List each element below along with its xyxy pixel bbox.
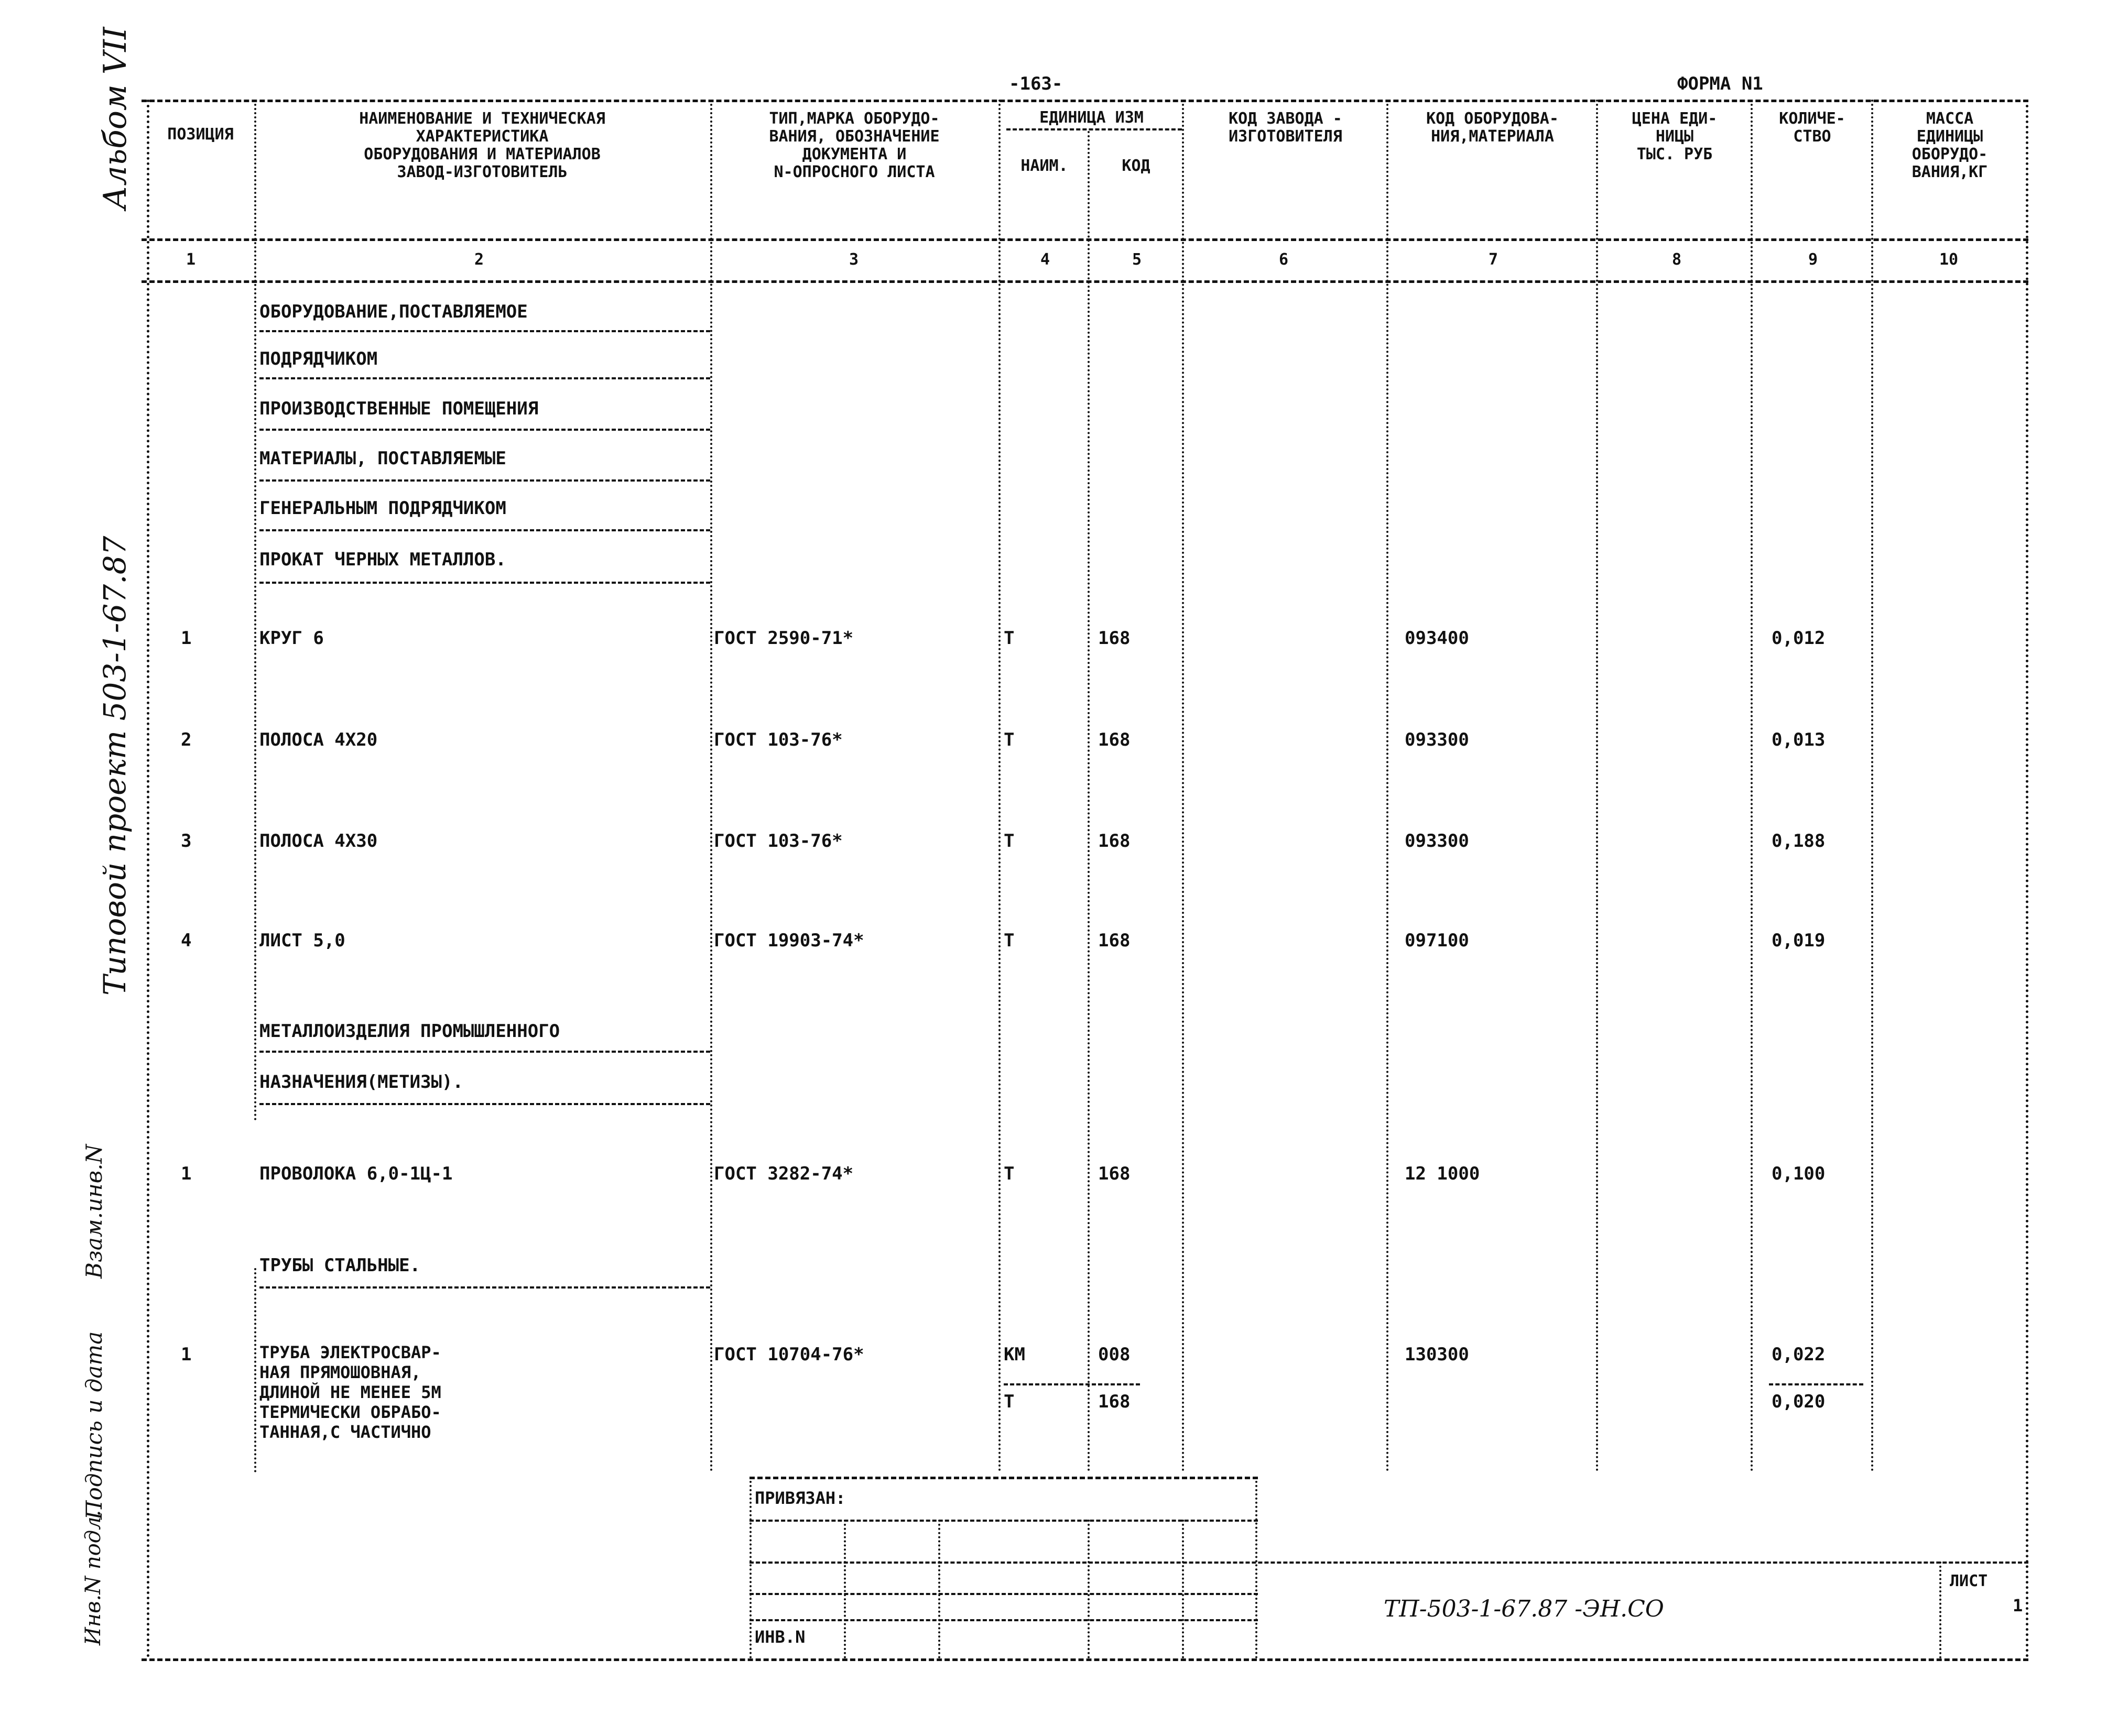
col-sep — [2026, 100, 2028, 1658]
row-unit-code: 168 — [1098, 930, 1131, 951]
row-doc: ГОСТ 103-76* — [714, 729, 843, 750]
row-doc: ГОСТ 19903-74* — [714, 930, 864, 951]
rule-sec — [259, 479, 710, 482]
form-label: ФОРМА N1 — [1677, 73, 1763, 94]
row-quantity-alt: 0,020 — [1772, 1391, 1826, 1412]
row-doc: ГОСТ 103-76* — [714, 831, 843, 851]
rule-sec — [259, 1286, 710, 1289]
header-col2: НАИМЕНОВАНИЕ И ТЕХНИЧЕСКАЯ ХАРАКТЕРИСТИКА ОБОРУДОВАНИЯ И МАТЕРИАЛОВ ЗАВОД-ИЗГОТОВИТЕЛЬ — [359, 110, 605, 181]
colnum: 2 — [474, 250, 484, 269]
rule-sec — [259, 330, 710, 332]
header-col5: КОД — [1122, 157, 1150, 175]
tb-sep — [1255, 1477, 1257, 1658]
rule-tb — [750, 1477, 1258, 1479]
row-name: ТРУБА ЭЛЕКТРОСВАР- НАЯ ПРЯМОШОВНАЯ, ДЛИНОЙ НЕ МЕНЕЕ 5М ТЕРМИЧЕСКИ ОБРАБО- ТАННАЯ,С ЧАСТИЧНО — [259, 1342, 441, 1442]
tb-sep — [938, 1520, 940, 1658]
header-col1: ПОЗИЦИЯ — [167, 125, 234, 144]
colnum: 7 — [1489, 250, 1498, 269]
row-unit-code-alt: 168 — [1098, 1391, 1131, 1412]
header-col10: МАССА ЕДИНИЦЫ ОБОРУДО- ВАНИЯ,КГ — [1911, 110, 1988, 181]
header-unit-group: ЕДИНИЦА ИЗМ — [1039, 108, 1144, 127]
section-equipment-2: ПОДРЯДЧИКОМ — [259, 348, 378, 369]
section-materials-2: ГЕНЕРАЛЬНЫМ ПОДРЯДЧИКОМ — [259, 498, 506, 519]
header-col6: КОД ЗАВОДА - ИЗГОТОВИТЕЛЯ — [1229, 110, 1342, 146]
document-code: ТП-503-1-67.87 -ЭН.СО — [1384, 1596, 1664, 1622]
row-name: ЛИСТ 5,0 — [259, 930, 345, 951]
rule-sec — [259, 1051, 710, 1053]
row-material-code: 097100 — [1405, 930, 1469, 951]
row-material-code: 093300 — [1405, 831, 1469, 851]
colnum: 4 — [1040, 250, 1050, 269]
row-unit: Т — [1004, 628, 1015, 649]
tb-sep — [844, 1520, 846, 1658]
col-sep — [1088, 131, 1090, 1472]
col-sep — [998, 100, 1001, 1472]
row-position: 1 — [181, 628, 192, 649]
col-sep — [1182, 100, 1184, 1472]
rule-colnum-bottom — [142, 280, 2028, 283]
row-name: ПОЛОСА 4X30 — [259, 831, 378, 851]
col-sep — [1871, 100, 1873, 1472]
row-unit-alt: Т — [1004, 1391, 1015, 1412]
row-material-code: 12 1000 — [1405, 1163, 1480, 1184]
row-doc: ГОСТ 10704-76* — [714, 1344, 864, 1365]
rule-unit-group — [1006, 128, 1182, 130]
row-unit-code: 008 — [1098, 1344, 1131, 1365]
header-col7: КОД ОБОРУДОВА- НИЯ,МАТЕРИАЛА — [1426, 110, 1559, 146]
section-hardware-1: МЕТАЛЛОИЗДЕЛИЯ ПРОМЫШЛЕННОГО — [259, 1021, 560, 1042]
row-position: 1 — [181, 1344, 192, 1365]
col-sep — [1751, 100, 1753, 1472]
tb-sep — [1088, 1520, 1090, 1658]
col-sep — [710, 100, 712, 1472]
row-unit-code: 168 — [1098, 1163, 1131, 1184]
row-unit-code: 168 — [1098, 628, 1131, 649]
header-col8: ЦЕНА ЕДИ- НИЦЫ ТЫС. РУБ — [1632, 110, 1718, 163]
sheet-label: ЛИСТ — [1950, 1572, 1988, 1590]
row-doc: ГОСТ 2590-71* — [714, 628, 854, 649]
row-unit: Т — [1004, 930, 1015, 951]
inv-number-label: ИНВ.N — [755, 1627, 806, 1647]
col-sep — [254, 1268, 256, 1472]
row-unit: Т — [1004, 1163, 1015, 1184]
colnum: 1 — [186, 250, 196, 269]
signature-date-label: Подпись и дата — [81, 1331, 107, 1520]
row-material-code: 093400 — [1405, 628, 1469, 649]
rule-top — [142, 100, 2028, 102]
tb-sep — [1182, 1520, 1184, 1658]
row-position: 2 — [181, 729, 192, 750]
album-label: Альбом VII — [97, 27, 134, 210]
section-rolled-metal: ПРОКАТ ЧЕРНЫХ МЕТАЛЛОВ. — [259, 549, 506, 570]
row-quantity: 0,013 — [1772, 729, 1826, 750]
rule-sec — [259, 1103, 710, 1105]
row-quantity: 0,022 — [1772, 1344, 1826, 1365]
row-unit-code: 168 — [1098, 729, 1131, 750]
project-label: Типовой проект 503-1-67.87 — [97, 536, 133, 996]
header-col4: НАИМ. — [1020, 157, 1068, 175]
sheet-number: 1 — [2013, 1596, 2023, 1615]
row-unit: Т — [1004, 831, 1015, 851]
rule-pipe-split — [1769, 1383, 1863, 1385]
replaced-inv-label: Взам.инв.N — [81, 1144, 107, 1279]
row-material-code: 130300 — [1405, 1344, 1469, 1365]
colnum: 6 — [1279, 250, 1289, 269]
section-premises: ПРОИЗВОДСТВЕННЫЕ ПОМЕЩЕНИЯ — [259, 398, 539, 419]
colnum: 3 — [849, 250, 859, 269]
row-unit-code: 168 — [1098, 831, 1131, 851]
rule-sec — [259, 529, 710, 531]
row-quantity: 0,019 — [1772, 930, 1826, 951]
row-unit: КМ — [1004, 1344, 1025, 1365]
row-position: 3 — [181, 831, 192, 851]
row-quantity: 0,012 — [1772, 628, 1826, 649]
row-position: 4 — [181, 930, 192, 951]
row-quantity: 0,100 — [1772, 1163, 1826, 1184]
rule-sec — [259, 582, 710, 584]
rule-header-bottom — [142, 238, 2028, 241]
tb-sep — [750, 1477, 752, 1658]
colnum: 8 — [1672, 250, 1682, 269]
rule-bottom — [142, 1658, 2028, 1661]
col-sep — [1596, 100, 1598, 1472]
header-col9: КОЛИЧЕ- СТВО — [1779, 110, 1845, 146]
bound-label: ПРИВЯЗАН: — [755, 1488, 846, 1508]
colnum: 5 — [1132, 250, 1142, 269]
row-position: 1 — [181, 1163, 192, 1184]
col-sep — [147, 100, 149, 1658]
col-sep — [1386, 100, 1388, 1472]
row-doc: ГОСТ 3282-74* — [714, 1163, 854, 1184]
section-equipment-1: ОБОРУДОВАНИЕ,ПОСТАВЛЯЕМОЕ — [259, 301, 528, 322]
rule-sec — [259, 377, 710, 379]
rule-pipe-split — [1004, 1383, 1140, 1385]
row-name: ПОЛОСА 4X20 — [259, 729, 378, 750]
header-col3: ТИП,МАРКА ОБОРУДО- ВАНИЯ, ОБОЗНАЧЕНИЕ ДОКУМЕНТА И N-ОПРОСНОГО ЛИСТА — [769, 110, 940, 181]
rule-tb — [750, 1562, 2028, 1564]
page-number: -163- — [1009, 73, 1063, 94]
row-material-code: 093300 — [1405, 729, 1469, 750]
section-hardware-2: НАЗНАЧЕНИЯ(МЕТИЗЫ). — [259, 1072, 463, 1093]
row-name: ПРОВОЛОКА 6,0-1Ц-1 — [259, 1163, 453, 1184]
row-quantity: 0,188 — [1772, 831, 1826, 851]
row-unit: Т — [1004, 729, 1015, 750]
section-pipes: ТРУБЫ СТАЛЬНЫЕ. — [259, 1255, 421, 1276]
colnum: 9 — [1808, 250, 1818, 269]
col-sep — [254, 100, 256, 1121]
inv-orig-label: Инв.N подл. — [81, 1510, 105, 1645]
section-materials-1: МАТЕРИАЛЫ, ПОСТАВЛЯЕМЫЕ — [259, 448, 506, 469]
row-name: КРУГ 6 — [259, 628, 324, 649]
tb-sep — [1939, 1562, 1941, 1658]
colnum: 10 — [1939, 250, 1959, 269]
rule-sec — [259, 429, 710, 431]
